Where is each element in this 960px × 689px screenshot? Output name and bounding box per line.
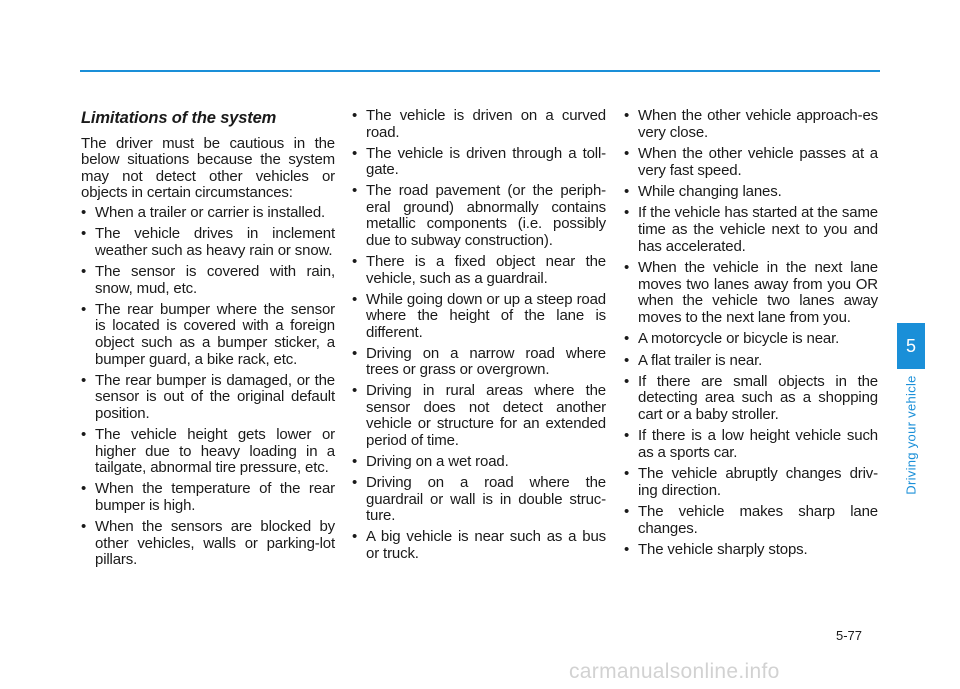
column-3 (624, 108, 878, 564)
list-item: • Driving on a wet road. (352, 454, 606, 471)
list-item: • If there is a low height vehicle such as a sports car. (624, 428, 878, 461)
list-item: • The vehicle sharply stops. (624, 542, 878, 559)
list-item: • When the other vehicle passes at a very fast speed. (624, 146, 878, 179)
bullet-list-2 (352, 108, 606, 562)
list-item: • Driving in rural areas where the sensor does not detect another vehicle or structure for an extended period of time. (352, 383, 606, 449)
list-item: • The rear bumper is damaged, or the sensor is out of the original default position. (81, 373, 335, 423)
list-item: • There is a fixed object near the vehicle, such as a guardrail. (352, 254, 606, 287)
list-item: • A motorcycle or bicycle is near. (624, 331, 878, 348)
list-item: • When the temperature of the rear bumper is high. (81, 481, 335, 514)
list-item: • Driving on a road where the guardrail or wall is in double struc-ture. (352, 475, 606, 525)
bullet-list-3 (624, 108, 878, 559)
watermark: carmanualsonline.info (569, 660, 780, 683)
list-item: • When the other vehicle approach-es very close. (624, 108, 878, 141)
list-item: • When the sensors are blocked by other vehicles, walls or parking-lot pillars. (81, 519, 335, 569)
list-item: • The sensor is covered with rain, snow, mud, etc. (81, 264, 335, 297)
chapter-number-tab: 5 (897, 323, 925, 369)
list-item: • If there are small objects in the detecting area such as a shopping cart or a baby stroller. (624, 374, 878, 424)
list-item: • Driving on a narrow road where trees or grass or overgrown. (352, 346, 606, 379)
list-item: • The rear bumper where the sensor is located is covered with a foreign object such as a bumper sticker, a bumper guard, a bike rack, etc. (81, 302, 335, 368)
header-rule (80, 70, 880, 72)
list-item: • While changing lanes. (624, 184, 878, 201)
column-2 (352, 108, 606, 567)
list-item: • A flat trailer is near. (624, 353, 878, 370)
page-number: 5-77 (836, 628, 863, 643)
list-item: • When a trailer or carrier is installed. (81, 205, 335, 222)
bullet-list-1 (81, 205, 335, 569)
list-item: • The vehicle is driven on a curved road. (352, 108, 606, 141)
list-item: • A big vehicle is near such as a bus or truck. (352, 529, 606, 562)
list-item: • When the vehicle in the next lane moves two lanes away from you OR when the vehicle two lanes away moves to the next lane from you. (624, 260, 878, 326)
section-title: Limitations of the system (81, 109, 277, 127)
list-item: • The vehicle drives in inclement weather such as heavy rain or snow. (81, 226, 335, 259)
list-item: • The vehicle makes sharp lane changes. (624, 504, 878, 537)
section-intro: The driver must be cautious in the below situations because the system may not detect other vehicles or objects in certain circumstances: (81, 134, 335, 202)
list-item: • If the vehicle has started at the same time as the vehicle next to you and has accelerated. (624, 205, 878, 255)
chapter-title-vertical: Driving your vehicle (903, 375, 919, 495)
list-item: • The road pavement (or the periph-eral ground) abnormally contains metallic components (i.e. possibly due to subway construction). (352, 183, 606, 249)
list-item: • While going down or up a steep road where the height of the lane is different. (352, 292, 606, 342)
list-item: • The vehicle height gets lower or higher due to heavy loading in a tailgate, abnormal tire pressure, etc. (81, 427, 335, 477)
column-1 (81, 108, 335, 574)
list-item: • The vehicle is driven through a toll-gate. (352, 146, 606, 179)
list-item: • The vehicle abruptly changes driv-ing direction. (624, 466, 878, 499)
